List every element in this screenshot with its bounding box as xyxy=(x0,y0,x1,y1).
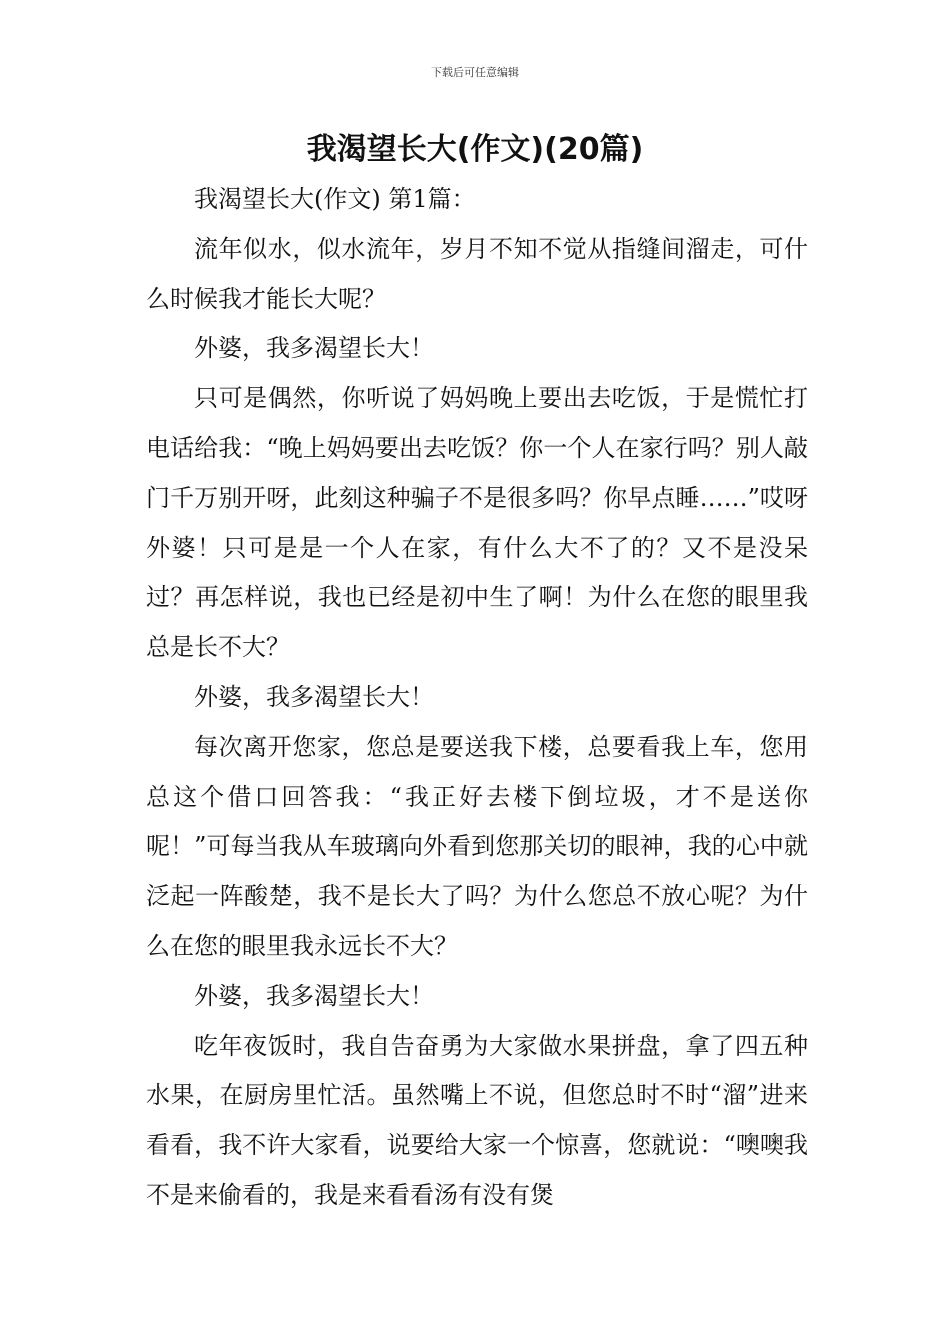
paragraph: 只可是偶然，你听说了妈妈晚上要出去吃饭，于是慌忙打电话给我：“晚上妈妈要出去吃饭？你一个人在家行吗？别人敲门千万别开呀，此刻这种骗子不是很多吗？你早点睡……”哎呀外婆！只可是是一个人在家，有什么大不了的？又不是没呆过？再怎样说，我也已经是初中生了啊！为什么在您的眼里我总是长不大？ xyxy=(146,384,808,662)
document-title: 我渴望长大(作文)(20篇) xyxy=(306,132,644,167)
paragraph: 外婆，我多渴望长大！ xyxy=(194,334,434,363)
paragraph: 外婆，我多渴望长大！ xyxy=(194,981,434,1010)
paragraph: 吃年夜饭时，我自告奋勇为大家做水果拼盘，拿了四五种水果，在厨房里忙活。虽然嘴上不说，但您总时不时“溜”进来看看，我不许大家看，说要给大家一个惊喜，您就说：“噢噢我不是来偷看的，我是来看看汤有没有煲 xyxy=(146,1031,808,1209)
paragraph: 外婆，我多渴望长大！ xyxy=(194,682,434,711)
document-body xyxy=(146,175,808,1221)
paragraph: 我渴望长大(作文) 第1篇： xyxy=(194,185,476,213)
header-note: 下载后可任意编辑 xyxy=(431,66,519,79)
paragraph: 每次离开您家，您总是要送我下楼，总要看我上车，您用总这个借口回答我：“我正好去楼下倒垃圾，才不是送你呢！”可每当我从车玻璃向外看到您那关切的眼神，我的心中就泛起一阵酸楚，我不是长大了吗？为什么您总不放心呢？为什么在您的眼里我永远长不大？ xyxy=(146,732,808,960)
paragraph: 流年似水，似水流年，岁月不知不觉从指缝间溜走，可什么时候我才能长大呢？ xyxy=(146,234,808,313)
